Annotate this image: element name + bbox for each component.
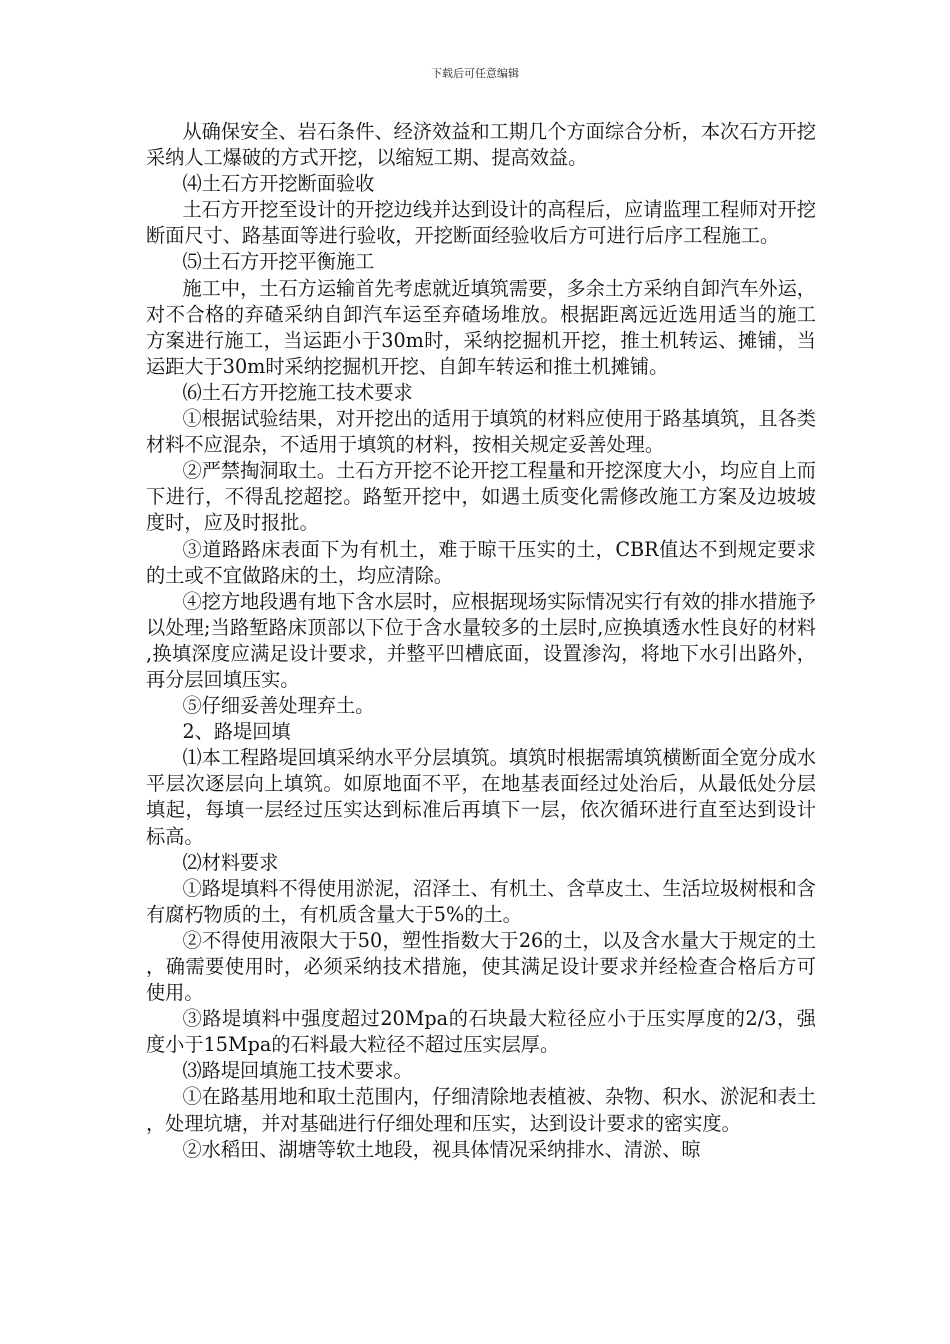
section-heading: 2、路堤回填 bbox=[182, 720, 291, 744]
paragraph: ②严禁掏洞取土。土石方开挖不论开挖工程量和开挖深度大小，均应自上而下进行，不得乱挖超挖。路堑开挖中，如遇土质变化需修改施工方案及边坡坡度时，应及时报批。 bbox=[146, 459, 816, 535]
paragraph: ⑤仔细妥善处理弃土。 bbox=[182, 694, 375, 718]
paragraph: ①路堤填料不得使用淤泥，沼泽土、有机土、含草皮土、生活垃圾树根和含有腐朽物质的土，有机质含量大于5%的土。 bbox=[146, 876, 816, 926]
paragraph: ⑴本工程路堤回填采纳水平分层填筑。填筑时根据需填筑横断面全宽分成水平层次逐层向上填筑。如原地面不平，在地基表面经过处治后，从最低处分层填起，每填一层经过压实达到标准后再填下一层，依次循环进行直至达到设计标高。 bbox=[146, 746, 816, 848]
paragraph: ②不得使用液限大于50，塑性指数大于26的土，以及含水量大于规定的土，确需要使用时，必须采纳技术措施，使其满足设计要求并经检查合格后方可使用。 bbox=[146, 928, 816, 1005]
section-heading: ⑸土石方开挖平衡施工 bbox=[182, 250, 375, 274]
page-header: 下载后可任意编辑 bbox=[431, 67, 519, 80]
document-body bbox=[146, 119, 816, 1163]
paragraph: ①根据试验结果，对开挖出的适用于填筑的材料应使用于路基填筑，且各类材料不应混杂，不适用于填筑的材料，按相关规定妥善处理。 bbox=[146, 407, 816, 457]
paragraph: ③路堤填料中强度超过20Mpa的石块最大粒径应小于压实厚度的2/3，强度小于15Mpa的石料最大粒径不超过压实层厚。 bbox=[146, 1007, 816, 1057]
section-heading: ⑷土石方开挖断面验收 bbox=[182, 172, 375, 196]
paragraph: ③道路路床表面下为有机土，难于晾干压实的土，CBR值达不到规定要求的土或不宜做路床的土，均应清除。 bbox=[146, 537, 816, 587]
paragraph: 施工中，土石方运输首先考虑就近填筑需要，多余土方采纳自卸汽车外运，对不合格的弃碴采纳自卸汽车运至弃碴场堆放。根据距离远近选用适当的施工方案进行施工，当运距小于30m时，采纳挖掘机开挖，推土机转运、摊铺，当运距大于30m时采纳挖掘机开挖、自卸车转运和推土机摊铺。 bbox=[146, 276, 816, 378]
section-heading: ⑵材料要求 bbox=[182, 850, 279, 874]
paragraph: 土石方开挖至设计的开挖边线并达到设计的高程后，应请监理工程师对开挖断面尺寸、路基面等进行验收，开挖断面经验收后方可进行后序工程施工。 bbox=[146, 198, 816, 248]
paragraph: ①在路基用地和取土范围内，仔细清除地表植被、杂物、积水、淤泥和表土，处理坑塘，并对基础进行仔细处理和压实，达到设计要求的密实度。 bbox=[146, 1085, 816, 1135]
paragraph: ④挖方地段遇有地下含水层时，应根据现场实际情况实行有效的排水措施予以处理;当路堑路床顶部以下位于含水量较多的土层时,应换填透水性良好的材料,换填深度应满足设计要求，并整平凹槽底面，设置渗沟，将地下水引出路外，再分层回填压实。 bbox=[146, 589, 816, 691]
paragraph: 从确保安全、岩石条件、经济效益和工期几个方面综合分析，本次石方开挖采纳人工爆破的方式开挖，以缩短工期、提高效益。 bbox=[146, 120, 816, 170]
section-heading: ⑶路堤回填施工技术要求。 bbox=[182, 1059, 413, 1083]
section-heading: ⑹土石方开挖施工技术要求 bbox=[182, 380, 413, 404]
paragraph: ②水稻田、湖塘等软土地段，视具体情况采纳排水、清淤、晾 bbox=[182, 1137, 701, 1161]
